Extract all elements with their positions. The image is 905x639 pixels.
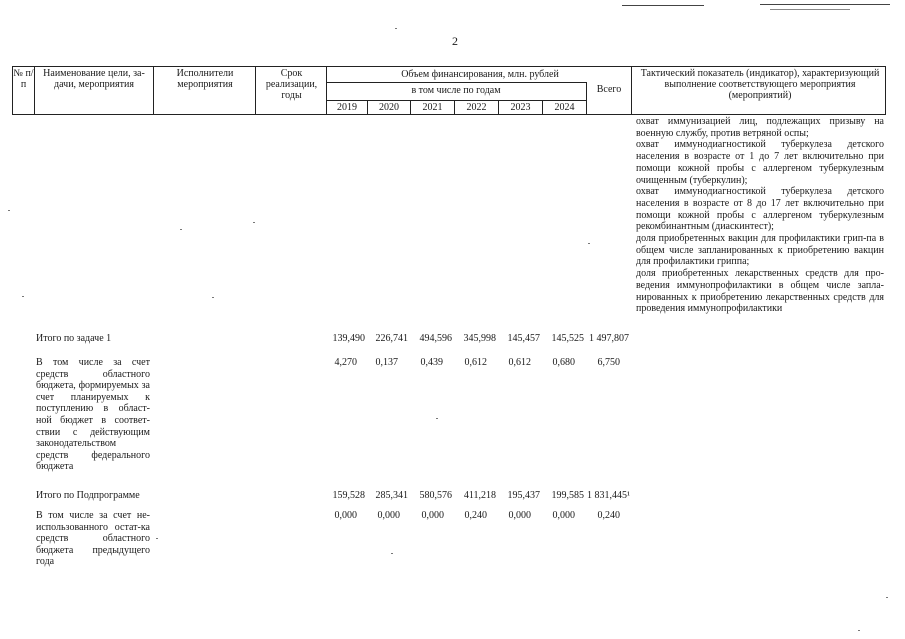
scan-top-line-2 xyxy=(760,4,890,5)
value-2022: 0,240 xyxy=(464,510,487,521)
value-2024: 0,680 xyxy=(552,357,575,368)
value-2021: 494,596 xyxy=(419,333,452,344)
header-year-2020: 2020 xyxy=(379,102,399,113)
value-2019: 139,490 xyxy=(332,333,365,344)
scan-speck xyxy=(391,553,393,554)
col-border-2 xyxy=(153,66,154,115)
row-label: Итого по задаче 1 xyxy=(36,333,112,344)
header-col-term: Срок реализации, годы xyxy=(265,68,318,101)
value-2020: 285,341 xyxy=(375,490,408,501)
header-bottom-border xyxy=(12,114,885,115)
value-2023: 0,612 xyxy=(508,357,531,368)
value-2023: 0,000 xyxy=(508,510,531,521)
value-total: 1 831,445¹ xyxy=(587,490,630,501)
row-label: В том числе за счет не-использованного остат-ка средств областного бюджета предыдущего года xyxy=(36,510,150,568)
scan-speck xyxy=(886,597,888,598)
header-col-total: Всего xyxy=(596,84,622,95)
value-2021: 580,576 xyxy=(419,490,452,501)
value-2021: 0,439 xyxy=(420,357,443,368)
header-years-bottom-border xyxy=(326,100,586,101)
header-year-2023: 2023 xyxy=(510,102,531,113)
indicator-item: охват иммунизацией лиц, подлежащих призыву на военную службу, против ветряной оспы; xyxy=(636,116,884,139)
value-2020: 0,000 xyxy=(377,510,400,521)
header-col-num: № п/п xyxy=(13,68,34,90)
header-year-2021: 2021 xyxy=(422,102,443,113)
value-total: 6,750 xyxy=(597,357,620,368)
header-col-by-years: в том числе по годам xyxy=(411,85,501,96)
value-2022: 411,218 xyxy=(463,490,496,501)
value-total: 0,240 xyxy=(597,510,620,521)
row-label: Итого по Подпрограмме xyxy=(36,490,140,501)
indicator-item: доля приобретенных вакцин для профилактики грип-па в общем числе запланированных к приобретению вакцин для профилактики гриппа; xyxy=(636,233,884,268)
value-2019: 0,000 xyxy=(334,510,357,521)
header-col-name: Наименование цели, за-дачи, мероприятия xyxy=(43,68,145,90)
scan-top-line xyxy=(622,5,704,6)
scan-speck xyxy=(180,229,182,230)
value-2020: 226,741 xyxy=(375,333,408,344)
scan-speck xyxy=(858,630,860,631)
indicator-list xyxy=(636,116,884,315)
value-2022: 0,612 xyxy=(464,357,487,368)
value-2023: 195,437 xyxy=(507,490,540,501)
value-total: 1 497,807 xyxy=(589,333,629,344)
value-2024: 145,525 xyxy=(551,333,584,344)
value-2022: 345,998 xyxy=(463,333,496,344)
scan-speck xyxy=(156,538,158,539)
col-border-7 xyxy=(885,66,886,115)
value-2019: 4,270 xyxy=(334,357,357,368)
value-2019: 159,528 xyxy=(332,490,365,501)
col-border-3 xyxy=(255,66,256,115)
scan-speck xyxy=(588,243,590,244)
header-col-executors: Исполнители мероприятия xyxy=(176,68,234,90)
header-year-2024: 2024 xyxy=(554,102,575,113)
indicator-item: охват иммунодиагностикой туберкулеза детского населения в возрасте от 1 до 7 лет включительно при помощи кожной пробы с аллергеном туберкулезным очищенным (туберкулин); xyxy=(636,139,884,186)
value-2020: 0,137 xyxy=(375,357,398,368)
scan-speck xyxy=(395,28,397,29)
header-col-financing: Объем финансирования, млн. рублей xyxy=(401,69,559,80)
scan-top-line-3 xyxy=(770,9,850,10)
header-col-indicator: Тактический показатель (индикатор), характеризующий выполнение соответствующего мероприятия (мероприятий) xyxy=(640,68,880,101)
header-top-border xyxy=(12,66,885,67)
header-year-2022: 2022 xyxy=(466,102,487,113)
value-2023: 145,457 xyxy=(507,333,540,344)
scan-speck xyxy=(436,418,438,419)
scan-speck xyxy=(253,222,255,223)
indicator-item: охват иммунодиагностикой туберкулеза детского населения в возрасте от 8 до 17 лет включительно при помощи кожной пробы с аллергеном туберкулезным рекомбинантным (диаскинтест); xyxy=(636,186,884,233)
scan-speck xyxy=(22,296,24,297)
row-label: В том числе за счет средств областного бюджета, формируемых за счет планируемых к поступлению в област-ной бюджет в соответ-ствии с действующим законодательством средств федерального бюджета xyxy=(36,357,150,473)
indicator-item: доля приобретенных лекарственных средств для про-ведения иммунопрофилактики в общем числе запла-нированных к приобретению лекарственных средств для проведения иммунопрофилактики xyxy=(636,268,884,315)
value-2024: 0,000 xyxy=(552,510,575,521)
value-2021: 0,000 xyxy=(421,510,444,521)
page-number: 2 xyxy=(452,34,458,48)
scan-speck xyxy=(212,297,214,298)
col-border-1 xyxy=(34,66,35,115)
header-years-top-border xyxy=(326,82,586,83)
col-border-6 xyxy=(631,66,632,115)
value-2024: 199,585 xyxy=(551,490,584,501)
scan-speck xyxy=(8,210,10,211)
header-year-2019: 2019 xyxy=(337,102,357,113)
